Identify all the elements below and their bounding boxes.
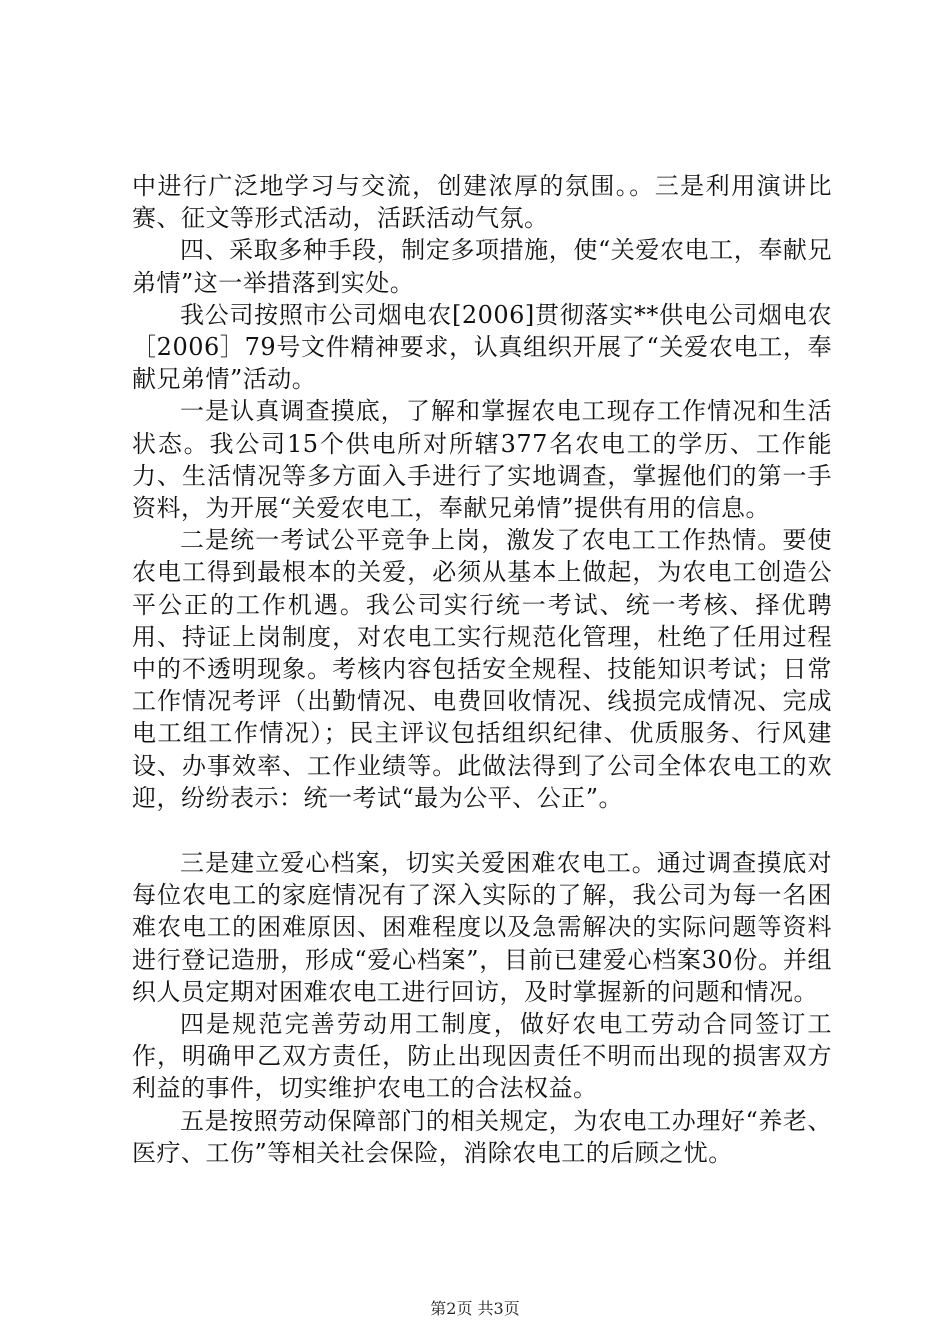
paragraph-item-four: 四是规范完善劳动用工制度，做好农电工劳动合同签订工作，明确甲乙双方责任，防止出现因责任不明而出现的损害双方利益的事件，切实维护农电工的合法权益。 — [132, 1010, 832, 1103]
paragraph-item-three: 三是建立爱心档案，切实关爱困难农电工。通过调查摸底对每位农电工的家庭情况有了深入实际的了解，我公司为每一名困难农电工的困难原因、困难程度以及急需解决的实际问题等资料进行登记造册，形成“爱心档案”，目前已建爱心档案30份。并组织人员定期对困难农电工进行回访，及时掌握新的问题和情况。 — [132, 849, 832, 1006]
document-body — [132, 170, 832, 1169]
paragraph-item-two: 二是统一考试公平竞争上岗，激发了农电工工作热情。要使农电工得到最根本的关爱，必须从基本上做起，为农电工创造公平公正的工作机遇。我公司实行统一考试、统一考核、择优聘用、持证上岗制度，对农电工实行规范化管理，杜绝了任用过程中的不透明现象。考核内容包括安全规程、技能知识考试；日常工作情况考评（出勤情况、电费回收情况、线损完成情况、完成电工组工作情况）；民主评议包括组织纪律、优质服务、行风建设、办事效率、工作业绩等。此做法得到了公司全体农电工的欢迎，纷纷表示：统一考试“最为公平、公正”。 — [132, 526, 832, 812]
page-number: 第2页 共3页 — [430, 1299, 520, 1318]
paragraph-continuation: 中进行广泛地学习与交流，创建浓厚的氛围。。三是利用演讲比赛、征文等形式活动，活跃活动气氛。 — [132, 172, 832, 233]
paragraph-gap — [132, 814, 832, 847]
paragraph-item-one: 一是认真调查摸底，了解和掌握农电工现存工作情况和生活状态。我公司15个供电所对所辖377名农电工的学历、工作能力、生活情况等多方面入手进行了实地调查，掌握他们的第一手资料，为开展“关爱农电工，奉献兄弟情”提供有用的信息。 — [132, 397, 832, 523]
paragraph-item-five: 五是按照劳动保障部门的相关规定，为农电工办理好“养老、医疗、工伤”等相关社会保险，消除农电工的后顾之忧。 — [132, 1106, 832, 1167]
page-footer — [0, 1296, 950, 1319]
paragraph-section-four: 四、采取多种手段，制定多项措施，使“关爱农电工，奉献兄弟情”这一举措落到实处。 — [132, 236, 832, 297]
paragraph-intro: 我公司按照市公司烟电农[2006]贯彻落实**供电公司烟电农［2006］79号文件精神要求，认真组织开展了“关爱农电工，奉献兄弟情”活动。 — [132, 300, 832, 394]
